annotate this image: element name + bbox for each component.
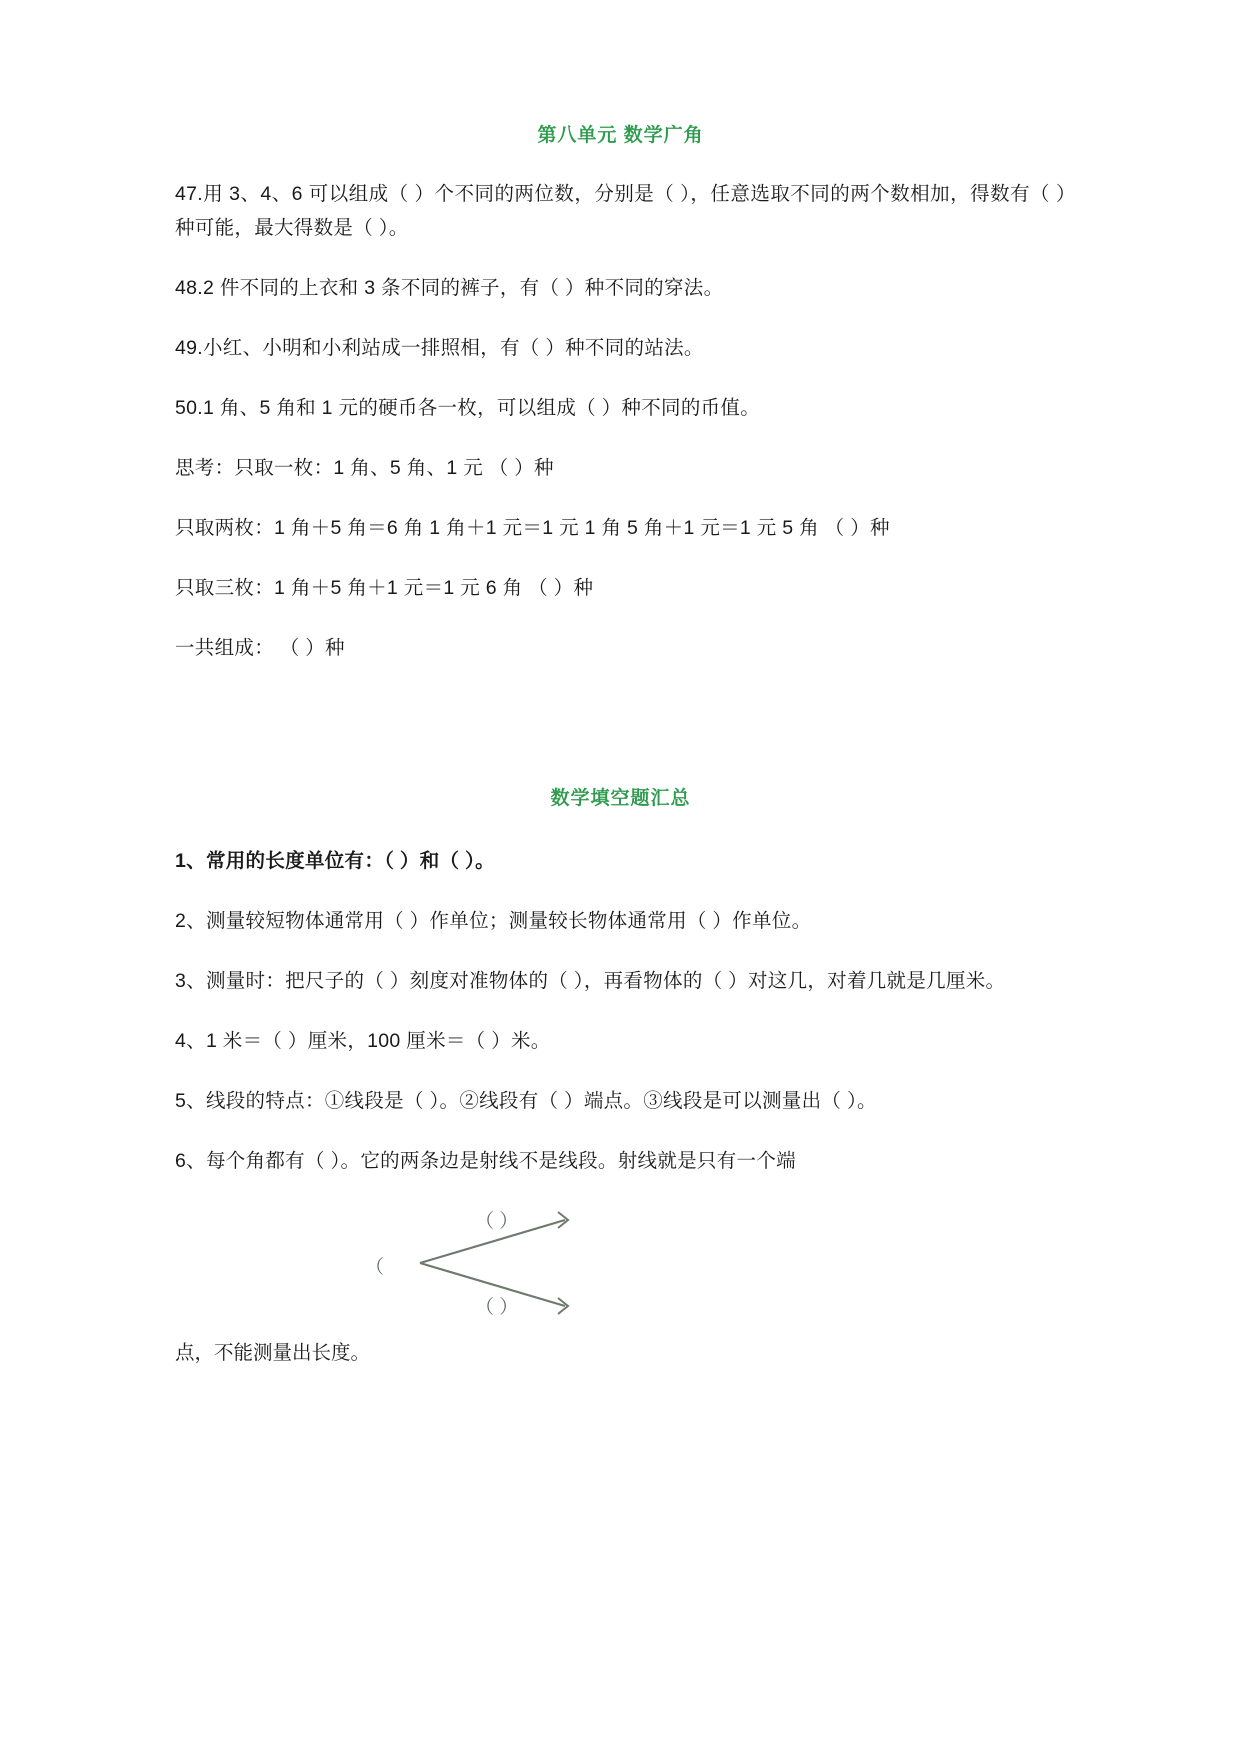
fill-question-2: 2、测量较短物体通常用（ ）作单位；测量较长物体通常用（ ）作单位。	[175, 910, 812, 932]
thinking-total: 一共组成： （ ）种	[175, 637, 345, 659]
fill-question-3: 3、测量时：把尺子的（ ）刻度对准物体的（ ），再看物体的（ ）对这几，对着几就是几厘米。	[175, 970, 1006, 992]
section-gap	[175, 691, 1066, 783]
unit-heading: 第八单元 数学广角	[537, 125, 704, 146]
fill-question-4: 4、1 米＝（ ）厘米，100 厘米＝（ ）米。	[175, 1030, 551, 1052]
figure-label-left: （	[365, 1257, 385, 1278]
question-49: 49.小红、小明和小利站成一排照相，有（ ）种不同的站法。	[175, 337, 704, 359]
thinking-one-coin: 思考：只取一枚：1 角、5 角、1 元 （ ）种	[175, 457, 554, 479]
fill-blank-heading: 数学填空题汇总	[550, 788, 691, 809]
fill-question-5: 5、线段的特点：①线段是（ ）。②线段有（ ）端点。③线段是可以测量出（ ）。	[175, 1090, 877, 1112]
fill-question-6: 6、每个角都有（ ）。它的两条边是射线不是线段。射线就是只有一个端	[175, 1150, 796, 1172]
fill-question-6-tail: 点，不能测量出长度。	[175, 1342, 371, 1364]
question-50: 50.1 角、5 角和 1 元的硬币各一枚，可以组成（ ）种不同的币值。	[175, 397, 761, 419]
thinking-two-coins: 只取两枚：1 角＋5 角＝6 角 1 角＋1 元＝1 元 1 角 5 角＋1 元＝1 元 5 角 （ ）种	[175, 517, 890, 539]
angle-figure-wrap	[175, 1204, 1066, 1322]
figure-label-bottom: （ ）	[475, 1297, 519, 1318]
question-47: 47.用 3、4、6 可以组成（ ）个不同的两位数，分别是（ ），任意选取不同的两个数相加，得数有（ ）种可能，最大得数是（ ）。	[175, 183, 1066, 239]
question-48: 48.2 件不同的上衣和 3 条不同的裤子，有（ ）种不同的穿法。	[175, 277, 724, 299]
thinking-three-coins: 只取三枚：1 角＋5 角＋1 元＝1 元 6 角 （ ）种	[175, 577, 594, 599]
figure-label-top: （ ）	[475, 1211, 519, 1232]
fill-question-1: 1、常用的长度单位有：（ ）和（ ）。	[175, 850, 495, 872]
